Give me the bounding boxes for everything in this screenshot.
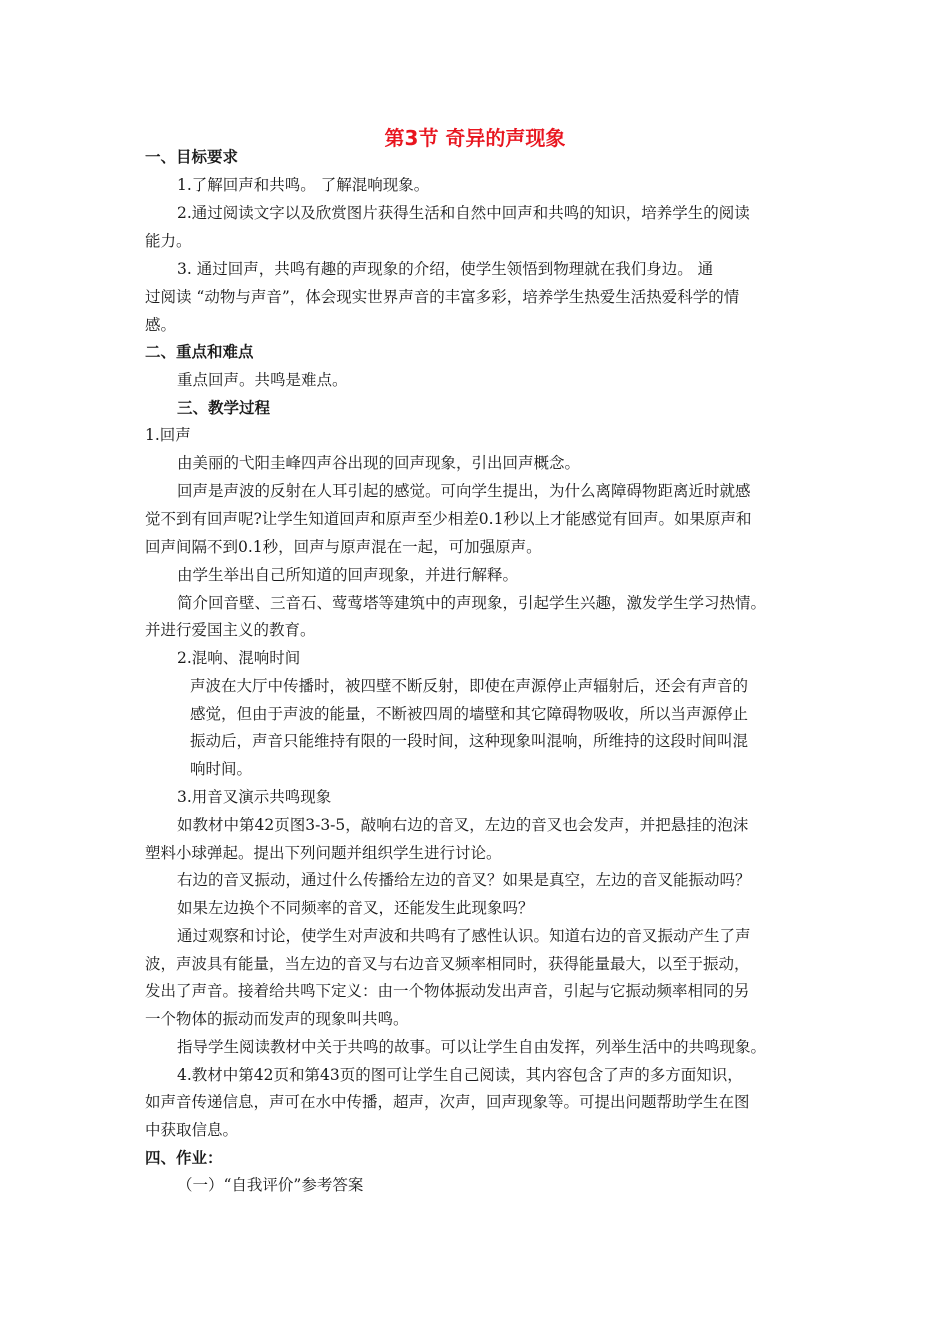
paragraph-line: 如果左边换个不同频率的音叉，还能发生此现象吗？ bbox=[177, 899, 534, 917]
paragraph-line: 能力。 bbox=[145, 232, 192, 250]
paragraph-line: 2.通过阅读文字以及欣赏图片获得生活和自然中回声和共鸣的知识，培养学生的阅读 bbox=[177, 204, 750, 222]
paragraph-line: 2.混响、混响时间 bbox=[177, 649, 301, 667]
paragraph-line: 3.用音叉演示共鸣现象 bbox=[177, 788, 332, 806]
paragraph-line: 如声音传递信息，声可在水中传播，超声，次声，回声现象等。可提出问题帮助学生在图 bbox=[145, 1093, 750, 1111]
paragraph-line: 觉不到有回声呢?让学生知道回声和原声至少相差0.1秒以上才能感觉有回声。如果原声和 bbox=[145, 510, 752, 528]
paragraph-line: 一个物体的振动而发声的现象叫共鸣。 bbox=[145, 1010, 409, 1028]
section-heading: 三、教学过程 bbox=[177, 399, 271, 417]
paragraph-line: 过阅读 “动物与声音”，体会现实世界声音的丰富多彩，培养学生热爱生活热爱科学的情 bbox=[145, 288, 740, 306]
paragraph-line: 感。 bbox=[145, 316, 177, 334]
section-heading: 二、重点和难点 bbox=[145, 343, 254, 361]
paragraph-line: 由美丽的弋阳圭峰四声谷出现的回声现象，引出回声概念。 bbox=[177, 454, 581, 472]
paragraph-line: 中获取信息。 bbox=[145, 1121, 239, 1139]
paragraph-line: 如教材中第42页图3-3-5，敲响右边的音叉，左边的音叉也会发声，并把悬挂的泡沫 bbox=[177, 816, 749, 834]
paragraph-line: （一）“自我评价”参考答案 bbox=[177, 1176, 364, 1194]
paragraph-line: 塑料小球弹起。提出下列问题并组织学生进行讨论。 bbox=[145, 844, 502, 862]
paragraph-line: 1.回声 bbox=[145, 426, 191, 444]
paragraph-line: 指导学生阅读教材中关于共鸣的故事。可以让学生自由发挥，列举生活中的共鸣现象。 bbox=[177, 1038, 767, 1056]
paragraph-line: 回声间隔不到0.1秒，回声与原声混在一起，可加强原声。 bbox=[145, 538, 542, 556]
paragraph-line: 响时间。 bbox=[190, 760, 253, 778]
paragraph-line: 声波在大厅中传播时，被四壁不断反射，即使在声源停止声辐射后，还会有声音的 bbox=[190, 677, 749, 695]
paragraph-line: 发出了声音。接着给共鸣下定义：由一个物体振动发出声音，引起与它振动频率相同的另 bbox=[145, 982, 750, 1000]
paragraph-line: 由学生举出自己所知道的回声现象，并进行解释。 bbox=[177, 566, 519, 584]
page-title: 第3节 奇异的声现象 bbox=[384, 126, 566, 150]
paragraph-line: 右边的音叉振动，通过什么传播给左边的音叉？如果是真空，左边的音叉能振动吗？ bbox=[177, 871, 751, 889]
section-heading: 一、目标要求 bbox=[145, 148, 239, 166]
paragraph-line: 重点回声。共鸣是难点。 bbox=[177, 371, 348, 389]
paragraph-line: 简介回音壁、三音石、莺莺塔等建筑中的声现象，引起学生兴趣，激发学生学习热情。 bbox=[177, 594, 767, 612]
paragraph-line: 1.了解回声和共鸣。 了解混响现象。 bbox=[177, 176, 430, 194]
paragraph-line: 感觉，但由于声波的能量，不断被四周的墙壁和其它障碍物吸收，所以当声源停止 bbox=[190, 705, 749, 723]
paragraph-line: 4.教材中第42页和第43页的图可让学生自己阅读，其内容包含了声的多方面知识， bbox=[177, 1066, 743, 1084]
paragraph-line: 并进行爱国主义的教育。 bbox=[145, 621, 316, 639]
paragraph-line: 波，声波具有能量，当左边的音叉与右边音叉频率相同时，获得能量最大，以至于振动， bbox=[145, 955, 750, 973]
paragraph-line: 3. 通过回声，共鸣有趣的声现象的介绍，使学生领悟到物理就在我们身边。 通 bbox=[177, 260, 714, 278]
paragraph-line: 回声是声波的反射在人耳引起的感觉。可向学生提出，为什么离障碍物距离近时就感 bbox=[177, 482, 751, 500]
paragraph-line: 振动后，声音只能维持有限的一段时间，这种现象叫混响，所维持的这段时间叫混 bbox=[190, 732, 749, 750]
paragraph-line: 通过观察和讨论，使学生对声波和共鸣有了感性认识。知道右边的音叉振动产生了声 bbox=[177, 927, 751, 945]
section-heading: 四、作业： bbox=[145, 1149, 223, 1167]
